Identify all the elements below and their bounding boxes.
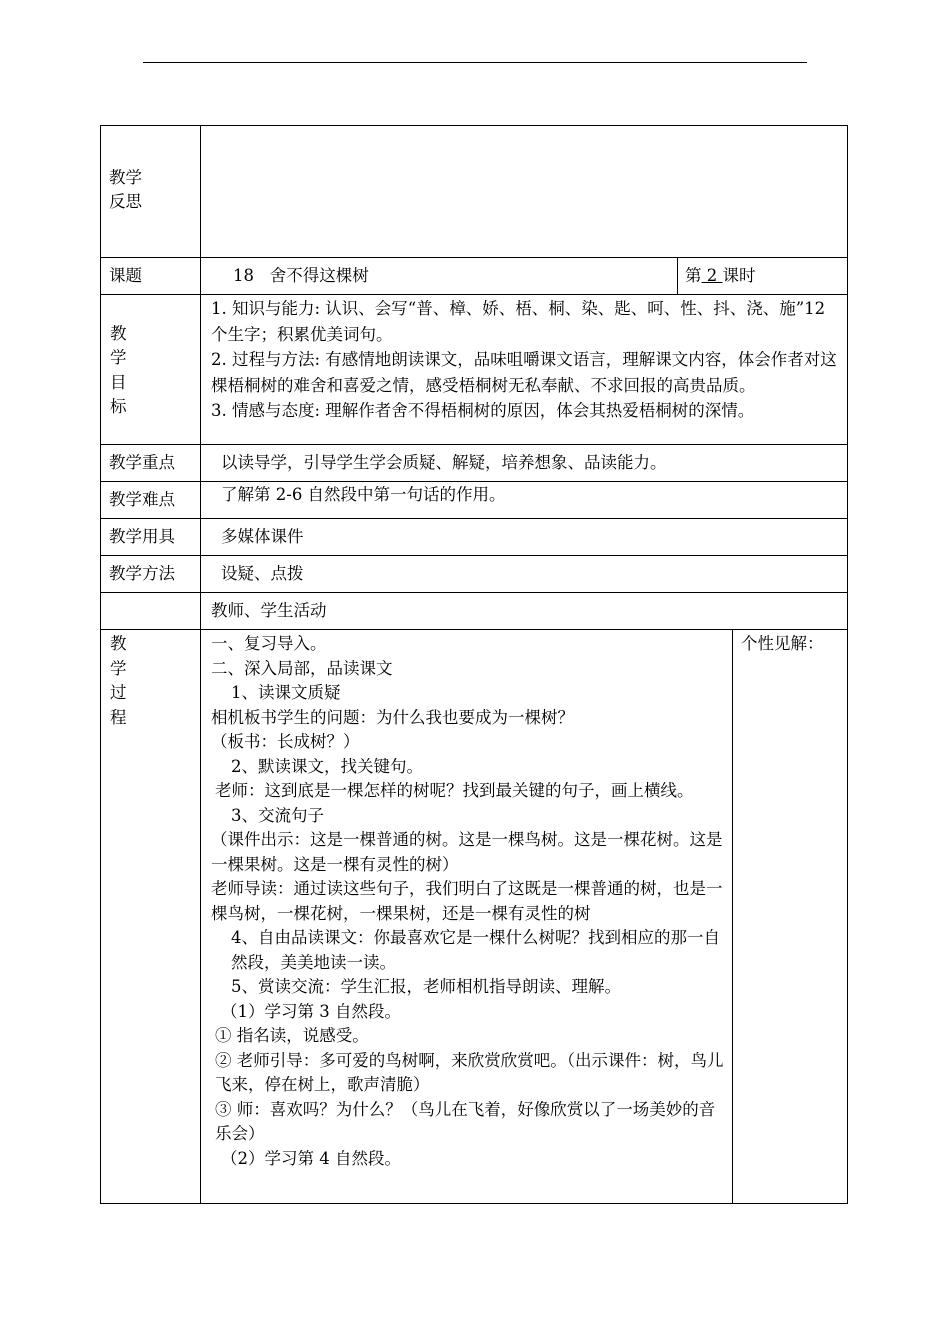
process-line: （课件出示：这是一棵普通的树。这是一棵鸟树。这是一棵花树。这是一棵果树。这是一棵有灵性的树） bbox=[211, 830, 723, 874]
process-line: 一、复习导入。 bbox=[211, 634, 327, 653]
lesson-plan-table bbox=[100, 125, 848, 1204]
personal-insights: 个性见解： bbox=[733, 630, 848, 1204]
topic-title-text: 18 舍不得这棵树 bbox=[233, 265, 369, 285]
tools-row bbox=[101, 519, 848, 556]
process-line: （2）学习第 4 自然段。 bbox=[221, 1148, 401, 1168]
methods-value: 设疑、点拨 bbox=[201, 556, 848, 593]
objectives-label-char: 标 bbox=[110, 397, 127, 416]
process-label-char: 程 bbox=[110, 707, 127, 727]
process-label-char: 过 bbox=[110, 683, 127, 702]
lesson-number-cell bbox=[678, 258, 848, 295]
topic-label: 课题 bbox=[101, 258, 201, 295]
reflection-label-line1: 教学 bbox=[109, 168, 142, 187]
objectives-label-char: 目 bbox=[110, 372, 127, 392]
reflection-content-cell bbox=[201, 126, 848, 258]
difficulties-value: 了解第 2-6 自然段中第一句话的作用。 bbox=[201, 482, 848, 519]
activities-header-row bbox=[101, 593, 848, 630]
process-line: 4、自由品读课文：你最喜欢它是一棵什么树呢？找到相应的那一自然段，美美地读一读。 bbox=[231, 928, 720, 972]
objective-item: 3. 情感与态度: 理解作者舍不得梧桐树的原因，体会其热爱梧桐树的深情。 bbox=[211, 401, 755, 420]
methods-row bbox=[101, 556, 848, 593]
key-points-row bbox=[101, 445, 848, 482]
objectives-label bbox=[101, 295, 201, 445]
key-points-label: 教学重点 bbox=[101, 445, 201, 482]
process-line: ③ 师：喜欢吗？为什么？（鸟儿在飞着，好像欣赏以了一场美妙的音乐会） bbox=[215, 1099, 716, 1143]
lesson-suffix: 课时 bbox=[722, 265, 756, 285]
topic-title bbox=[201, 258, 678, 295]
objective-item: 1. 知识与能力: 认识、会写“普、樟、娇、梧、桐、染、匙、呵、性、抖、浇、施”12个生字；积累优美词句。 bbox=[211, 299, 826, 344]
header-rule bbox=[143, 62, 807, 63]
difficulties-label: 教学难点 bbox=[101, 482, 201, 519]
difficulties-row bbox=[101, 482, 848, 519]
objectives-row bbox=[101, 295, 848, 445]
process-line: （1）学习第 3 自然段。 bbox=[221, 1001, 401, 1021]
process-line: 老师：这到底是一棵怎样的树呢？找到最关键的句子，画上横线。 bbox=[215, 781, 694, 800]
process-line: ② 老师引导：多可爱的鸟树啊，来欣赏欣赏吧。（出示课件：树，鸟儿飞来，停在树上，歌声清脆） bbox=[215, 1050, 724, 1094]
objectives-content bbox=[201, 295, 848, 445]
topic-row bbox=[101, 258, 848, 295]
lesson-number: 2 bbox=[701, 265, 723, 285]
process-lines bbox=[211, 632, 724, 1171]
process-line: 二、深入局部，品读课文 bbox=[211, 658, 393, 678]
objectives-label-char: 学 bbox=[110, 348, 127, 367]
process-line: 1、读课文质疑 bbox=[231, 683, 341, 702]
objective-item: 2. 过程与方法: 有感情地朗读课文，品味咀嚼课文语言，理解课文内容，体会作者对这棵梧桐树的难舍和喜爱之情，感受梧桐树无私奉献、不求回报的高贵品质。 bbox=[211, 350, 837, 395]
key-points-value: 以读导学，引导学生学会质疑、解疑，培养想象、品读能力。 bbox=[201, 445, 848, 482]
process-label-char: 学 bbox=[110, 658, 127, 678]
methods-label: 教学方法 bbox=[101, 556, 201, 593]
process-line: （板书：长成树？） bbox=[211, 732, 360, 751]
process-label-char: 教 bbox=[110, 634, 127, 653]
process-line: 老师导读：通过读这些句子，我们明白了这既是一棵普通的树，也是一棵鸟树，一棵花树，一棵果树，还是一棵有灵性的树 bbox=[211, 879, 723, 923]
tools-value: 多媒体课件 bbox=[201, 519, 848, 556]
reflection-label-line2: 反思 bbox=[109, 192, 142, 211]
reflection-row bbox=[101, 126, 848, 258]
tools-label: 教学用具 bbox=[101, 519, 201, 556]
process-line: 3、交流句子 bbox=[231, 805, 324, 825]
process-line: 2、默读课文，找关键句。 bbox=[231, 756, 423, 776]
activities-header: 教师、学生活动 bbox=[201, 593, 848, 630]
process-line: 5、赏读交流：学生汇报，老师相机指导朗读、理解。 bbox=[231, 977, 621, 996]
process-row bbox=[101, 630, 848, 1204]
process-content bbox=[201, 630, 733, 1204]
process-label bbox=[101, 630, 201, 1204]
reflection-label-cell bbox=[101, 126, 201, 258]
objectives-label-char: 教 bbox=[110, 323, 127, 343]
process-line: ① 指名读，说感受。 bbox=[215, 1026, 369, 1045]
process-line: 相机板书学生的问题：为什么我也要成为一棵树？ bbox=[211, 707, 574, 727]
activities-header-empty bbox=[101, 593, 201, 630]
lesson-prefix: 第 bbox=[685, 265, 702, 285]
